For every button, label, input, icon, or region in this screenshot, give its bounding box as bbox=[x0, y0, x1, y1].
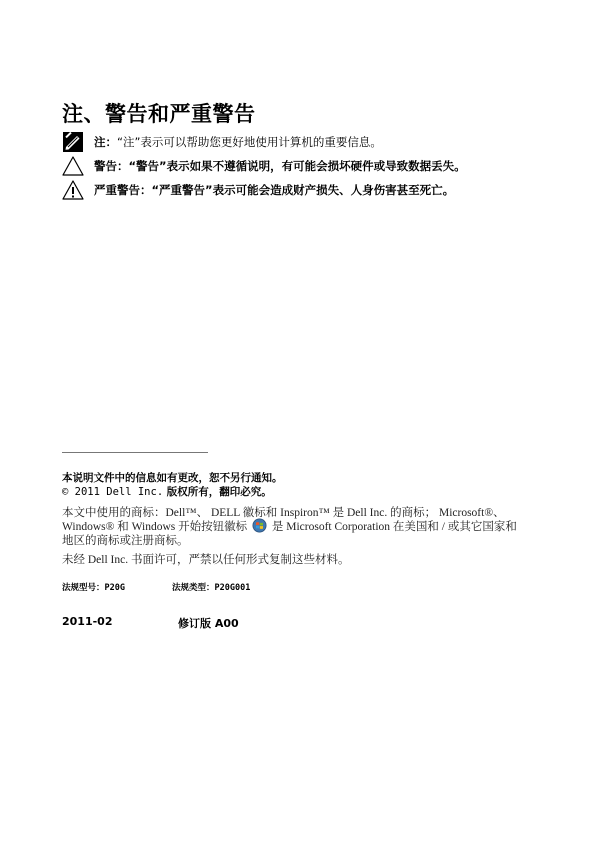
caution-notice bbox=[62, 155, 466, 177]
note-pencil-icon bbox=[62, 131, 84, 153]
regulatory-model-value: P20G bbox=[104, 583, 125, 593]
section-divider bbox=[62, 452, 208, 453]
caution-label: 警告： bbox=[94, 159, 129, 173]
warning-text: “严重警告”表示可能会造成财产损失、人身伤害甚至死亡。 bbox=[151, 183, 455, 197]
trademark-line-1: 本文中使用的商标：Dell™、 DELL 徽标和 Inspiron™ 是 Dell Inc. 的商标； Microsoft®、 bbox=[62, 507, 505, 519]
warning-notice bbox=[62, 179, 454, 201]
trademark-line-3: 地区的商标或注册商标。 bbox=[62, 535, 189, 547]
revision-label: 修订版 A00 bbox=[178, 617, 239, 630]
copyright-prefix: © 2011 Dell Inc. bbox=[62, 486, 164, 498]
publication-date: 2011-02 bbox=[62, 615, 113, 628]
caution-triangle-icon bbox=[62, 155, 84, 177]
reproduction-notice: 未经 Dell Inc. 书面许可，严禁以任何形式复制这些材料。 bbox=[62, 554, 350, 566]
windows-start-logo-icon bbox=[252, 518, 267, 533]
note-notice bbox=[62, 131, 382, 153]
copyright-line bbox=[62, 484, 272, 499]
page-title: 注、警告和严重警告 bbox=[62, 102, 256, 126]
regulatory-type bbox=[172, 581, 250, 593]
regulatory-model-label: 法规型号： bbox=[62, 583, 105, 593]
trademark-line-2-start: Windows® 和 Windows 开始按钮徽标 bbox=[62, 521, 250, 533]
warning-label: 严重警告： bbox=[94, 183, 152, 197]
caution-text: “警告”表示如果不遵循说明，有可能会损坏硬件或导致数据丢失。 bbox=[128, 159, 466, 173]
trademark-line-2-end: 是 Microsoft Corporation 在美国和 / 或其它国家和 bbox=[268, 521, 517, 533]
note-text: “注”表示可以帮助您更好地使用计算机的重要信息。 bbox=[117, 135, 382, 149]
copyright-suffix: 版权所有，翻印必究。 bbox=[163, 486, 272, 498]
regulatory-type-label: 法规类型： bbox=[172, 583, 215, 593]
regulatory-type-value: P20G001 bbox=[214, 583, 251, 593]
note-label: 注： bbox=[94, 135, 117, 149]
change-notice: 本说明文件中的信息如有更改，恕不另行通知。 bbox=[62, 472, 283, 484]
regulatory-model bbox=[62, 581, 125, 593]
warning-exclamation-icon bbox=[62, 179, 84, 201]
